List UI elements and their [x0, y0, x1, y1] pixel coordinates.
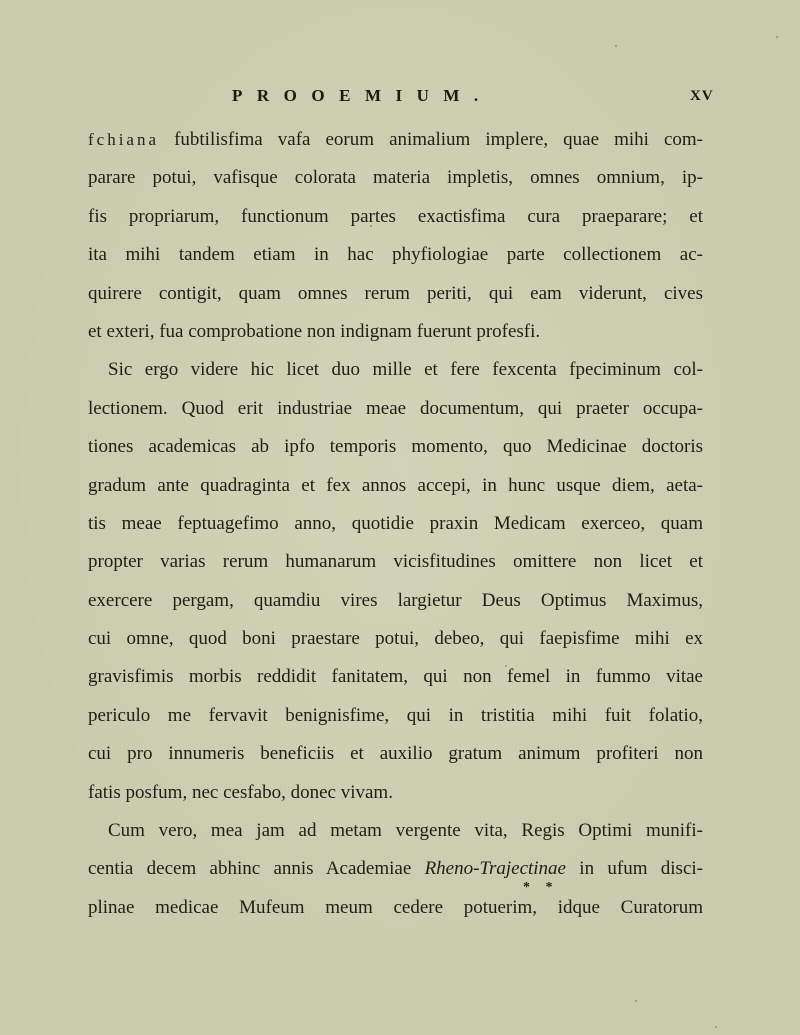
text-line: parare potui, vafisque colorata materia impletis, omnes omnium, ip- [88, 167, 703, 189]
line-text: Cum vero, mea jam ad metam vergente vita, Regis Optimi munifi- [108, 820, 703, 842]
text-line: gravisfimis morbis reddidit fanitatem, qui non femel in fummo vitae [88, 666, 703, 688]
text-line: lectionem. Quod erit industriae meae documentum, qui praeter occupa- [88, 397, 703, 419]
paper-speck [505, 665, 507, 667]
signature-mark: * * [523, 880, 559, 895]
first-word: fchiana [88, 130, 160, 149]
text-line: fis propriarum, functionum partes exactisfima cura praeparare; et [88, 205, 703, 227]
text-line: periculo me fervavit benignisfime, qui in tristitia mihi fuit folatio, [88, 704, 703, 726]
paragraph-first-line [88, 351, 703, 389]
text-line: et exteri, fua comprobatione non indignam fuerunt profesfi. [88, 320, 541, 342]
text-line [88, 121, 703, 159]
text-line: ita mihi tandem etiam in hac phyfiologiae parte collectionem ac- [88, 244, 703, 266]
text-line: propter varias rerum humanarum vicisfitudines omittere non licet et [88, 551, 703, 573]
text-line: exercere pergam, quamdiu vires largietur Deus Optimus Maximus, [88, 589, 703, 611]
running-head [0, 86, 800, 116]
running-title: PROOEMIUM. [232, 86, 493, 105]
text-line: gradum ante quadraginta et fex annos accepi, in hunc usque diem, aeta- [88, 474, 703, 496]
paper-speck [715, 1026, 717, 1028]
text-line [88, 850, 703, 888]
paper-speck [615, 45, 617, 47]
text-line: plinae medicae Mufeum meum cedere potuerim, idque Curatorum [88, 896, 703, 918]
text-line: tiones academicas ab ipfo temporis momento, quo Medicinae doctoris [88, 436, 703, 458]
paper-speck [370, 225, 372, 227]
page-number: XV [690, 88, 714, 104]
paragraph-first-line [88, 812, 703, 850]
text-line: cui pro innumeris beneficiis et auxilio gratum animum profiteri non [88, 743, 703, 765]
line-text: fubtilisfima vafa eorum animalium implere, quae mihi com- [159, 129, 703, 150]
body-text [88, 121, 703, 927]
text-line: quirere contigit, quam omnes rerum periti, qui eam viderunt, cives [88, 282, 703, 304]
line-text: Sic ergo videre hic licet duo mille et fere fexcenta fpeciminum col- [108, 359, 703, 381]
line-text: centia decem abhinc annis Academiae [88, 858, 425, 880]
italic-place-name: Rheno-Trajectinae [424, 858, 566, 880]
text-line: cui omne, quod boni praestare potui, debeo, qui faepisfime mihi ex [88, 628, 703, 650]
line-text: in ufum disci- [566, 858, 703, 880]
text-line: fatis posfum, nec cesfabo, donec vivam. [88, 781, 393, 803]
paper-speck [635, 1000, 637, 1002]
paper-speck [776, 36, 778, 38]
text-line: tis meae feptuagefimo anno, quotidie praxin Medicam exerceo, quam [88, 512, 703, 534]
